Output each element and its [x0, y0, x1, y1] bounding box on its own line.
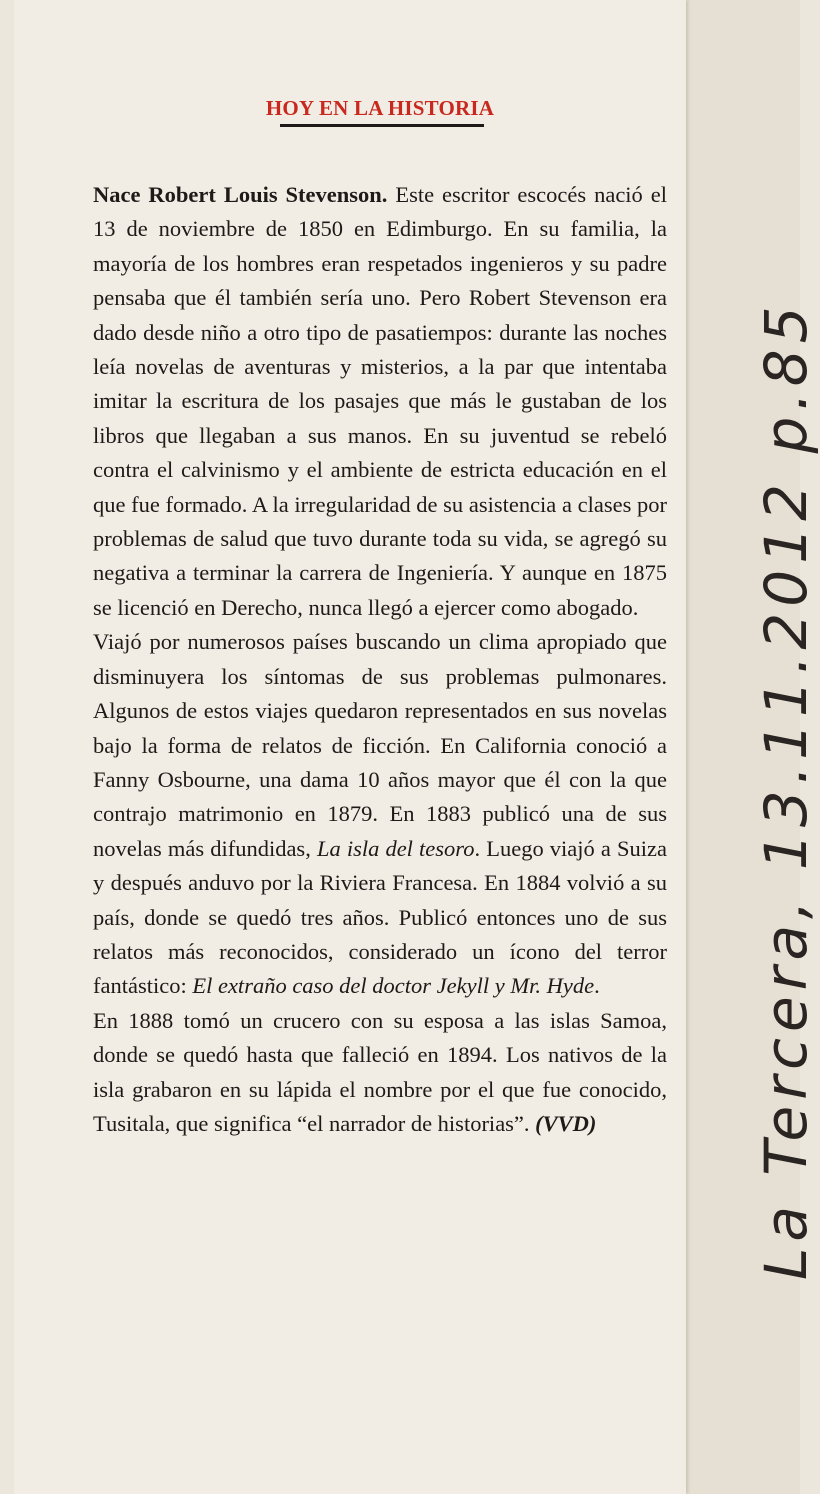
paragraph-2-text-b: . Luego viajó a Suiza y después anduvo por la Riviera Francesa. En 1884 volvió a su país, donde se quedó tres años. Publicó entonces uno de sus relatos más reconocidos, considerado un ícono del terror fantástico:: [93, 835, 667, 999]
paragraph-2-text-c: .: [594, 973, 600, 999]
author-signature: (VVD): [535, 1110, 597, 1136]
section-title: HOY EN LA HISTORIA: [265, 96, 495, 120]
article-headline: Nace Robert Louis Stevenson.: [93, 182, 388, 207]
article-paragraph-2: [93, 625, 667, 1003]
article-body: [93, 178, 667, 1141]
book-title-treasure-island: La isla del tesoro: [316, 835, 475, 861]
handwritten-source-note: La Tercera, 13.11.2012 p.85: [752, 300, 820, 1280]
paragraph-2-text-a: Viajó por numerosos países buscando un clima apropiado que disminuyera los síntomas de sus problemas pulmonares. Algunos de estos viajes quedaron representados en sus novelas bajo la forma de relatos de ficción. En California conoció a Fanny Osbourne, una dama 10 años mayor que él con la que contrajo matrimonio en 1879. En 1883 publicó una de sus novelas más difundidas,: [93, 629, 667, 861]
paragraph-3-text: En 1888 tomó un crucero con su esposa a las islas Samoa, donde se quedó hasta que falleció en 1894. Los nativos de la isla grabaron en su lápida el nombre por el que fue conocido, Tusitala, que significa “el narrador de historias”.: [93, 1007, 667, 1136]
title-underline: [280, 124, 484, 127]
book-title-jekyll-hyde: El extraño caso del doctor Jekyll y Mr. Hyde: [192, 973, 595, 999]
article-paragraph-1: [93, 178, 667, 625]
paragraph-1-text: Este escritor escocés nació el 13 de noviembre de 1850 en Edimburgo. En su familia, la mayoría de los hombres eran respetados ingenieros y su padre pensaba que él también sería uno. Pero Robert Stevenson era dado desde niño a otro tipo de pasatiempos: durante las noches leía novelas de aventuras y misterios, a la par que intentaba imitar la escritura de los pasajes que más le gustaban de los libros que llegaban a sus manos. En su juventud se rebeló contra el calvinismo y el ambiente de estricta educación en el que fue formado. A la irregularidad de su asistencia a clases por problemas de salud que tuvo durante toda su vida, se agregó su negativa a terminar la carrera de Ingeniería. Y aunque en 1875 se licenció en Derecho, nunca llegó a ejercer como abogado.: [93, 182, 667, 620]
article-paragraph-3: [93, 1004, 667, 1142]
